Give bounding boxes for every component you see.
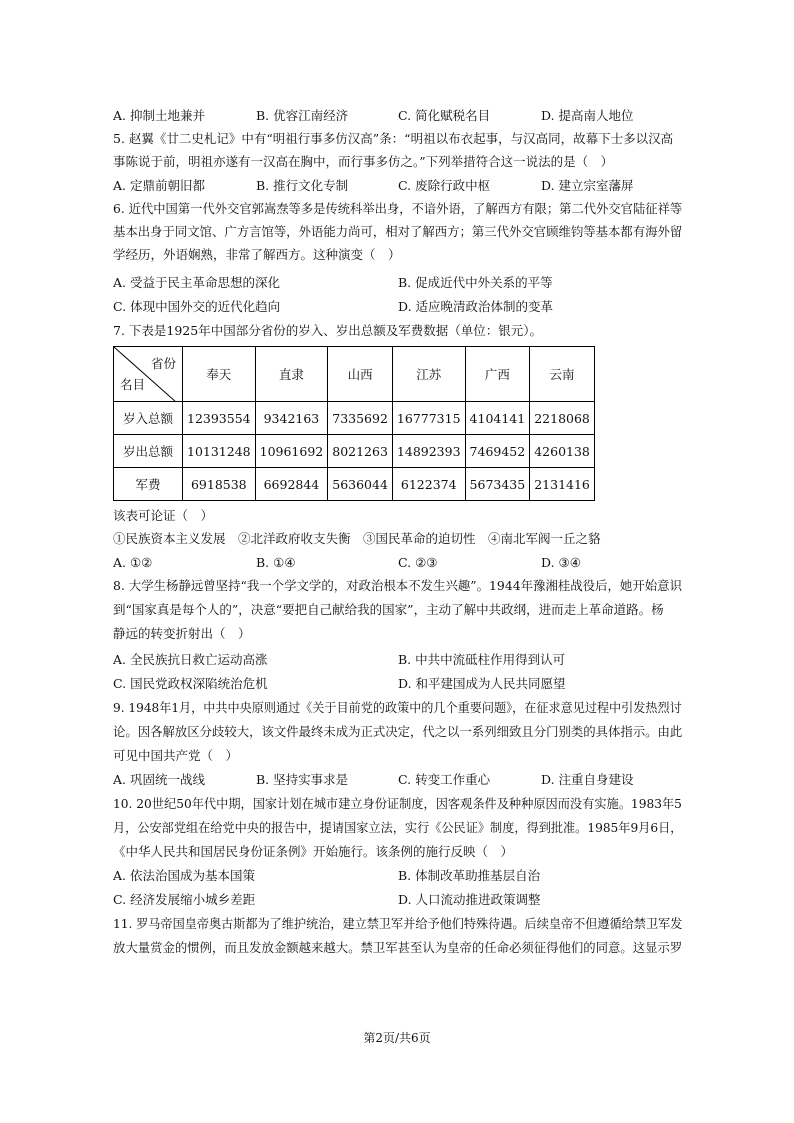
q5-option-b[interactable]: B. 推行文化专制: [256, 178, 349, 193]
q8-stem-line: 8. 大学生杨静远曾坚持“我一个学文学的，对政治根本不发生兴趣”。1944年豫湘桂战役后，她开始意识: [113, 578, 682, 593]
table-cell: 10961692: [255, 435, 328, 468]
q6-stem-line: 基本出身于同文馆、广方言馆等，外语能力尚可，相对了解西方；第三代外交官顾维钧等基本都有海外留: [113, 224, 683, 239]
q4-option-b[interactable]: B. 优容江南经济: [256, 108, 349, 123]
table-cell: 14892393: [392, 435, 465, 468]
q8-option-d[interactable]: D. 和平建国成为人民共同愿望: [398, 676, 566, 691]
q10-option-b[interactable]: B. 体制改革助推基层自治: [398, 868, 541, 883]
row-label: 岁入总额: [114, 402, 183, 435]
q4-option-c[interactable]: C. 简化赋税名目: [398, 108, 491, 123]
q11-stem-line: 11. 罗马帝国皇帝奥古斯都为了维护统治，建立禁卫军并给予他们特殊待遇。后续皇帝不但遵循给禁卫军发: [113, 916, 683, 931]
q11-stem-line: 放大量赏金的惯例，而且发放金额越来越大。禁卫军甚至认为皇帝的任命必须征得他们的同意。这显示罗: [113, 940, 683, 955]
table-corner-cell: [114, 347, 183, 402]
table-row: [114, 468, 595, 501]
table-cell: 9342163: [255, 402, 328, 435]
row-label: 岁出总额: [114, 435, 183, 468]
q10-option-a[interactable]: A. 依法治国成为基本国策: [113, 868, 255, 883]
q4-option-a[interactable]: A. 抑制土地兼并: [113, 108, 205, 123]
q9-option-a[interactable]: A. 巩固统一战线: [113, 772, 205, 787]
q10-stem-line: 月，公安部党组在给党中央的报告中，提请国家立法，实行《公民证》制度，得到批准。1985年9月6日，: [113, 820, 683, 835]
table-cell: 8021263: [328, 435, 393, 468]
q8-option-b[interactable]: B. 中共中流砥柱作用得到认可: [398, 652, 566, 667]
table-cell: 7335692: [328, 402, 393, 435]
table-cell: 2218068: [530, 402, 595, 435]
header-province: 云南: [530, 347, 595, 402]
table-cell: 16777315: [392, 402, 465, 435]
q8-stem-line: 静远的转变折射出（ ）: [113, 626, 251, 641]
header-province: 山西: [328, 347, 393, 402]
q6-option-a[interactable]: A. 受益于民主革命思想的深化: [113, 275, 280, 290]
q5-stem-line: 事陈说于前，明祖亦遂有一汉高在胸中，而行事多仿之。”下列举措符合这一说法的是（ ）: [113, 154, 614, 169]
q6-stem-line: 6. 近代中国第一代外交官郭嵩焘等多是传统科举出身，不谙外语，了解西方有限；第二代外交官陆征祥等: [113, 201, 683, 216]
q7-after-table: 该表可论证（ ）: [113, 508, 214, 523]
q5-option-d[interactable]: D. 建立宗室藩屏: [541, 178, 634, 193]
fiscal-data-table: [113, 346, 595, 501]
page-number-footer: 第2页/共6页: [363, 1031, 431, 1045]
table-cell: 4104141: [465, 402, 530, 435]
q7-statements: ①民族资本主义发展 ②北洋政府收支失衡 ③国民革命的迫切性 ④南北军阀一丘之貉: [113, 531, 601, 546]
table-cell: 7469452: [465, 435, 530, 468]
table-cell: 2131416: [530, 468, 595, 501]
q10-stem-line: 《中华人民共和国居民身份证条例》开始施行。该条例的施行反映（ ）: [113, 844, 514, 859]
table-cell: 5636044: [328, 468, 393, 501]
header-province: 直隶: [255, 347, 328, 402]
table-row: [114, 402, 595, 435]
q10-option-d[interactable]: D. 人口流动推进政策调整: [398, 892, 541, 907]
table-header-row: [114, 347, 595, 402]
table-cell: 10131248: [183, 435, 256, 468]
row-label: 军费: [114, 468, 183, 501]
q10-stem-line: 10. 20世纪50年代中期，国家计划在城市建立身份证制度，因客观条件及种种原因而没有实施。1983年5: [113, 796, 682, 811]
q7-option-b[interactable]: B. ①④: [256, 555, 296, 570]
q6-stem-line: 学经历，外语娴熟，非常了解西方。这种演变（ ）: [113, 247, 401, 262]
q6-option-b[interactable]: B. 促成近代中外关系的平等: [398, 275, 553, 290]
table-cell: 6918538: [183, 468, 256, 501]
corner-label-province: 省份: [150, 356, 176, 371]
q8-option-a[interactable]: A. 全民族抗日救亡运动高涨: [113, 652, 268, 667]
table-row: [114, 435, 595, 468]
table-cell: 12393554: [183, 402, 256, 435]
q7-option-d[interactable]: D. ③④: [541, 555, 581, 570]
q10-option-c[interactable]: C. 经济发展缩小城乡差距: [113, 892, 256, 907]
table-cell: 5673435: [465, 468, 530, 501]
q5-option-c[interactable]: C. 废除行政中枢: [398, 178, 491, 193]
q6-option-c[interactable]: C. 体现中国外交的近代化趋向: [113, 299, 281, 314]
q5-stem-line: 5. 赵翼《廿二史札记》中有“明祖行事多仿汉高”条：“明祖以布衣起事，与汉高同，故幕下士多以汉高: [113, 131, 674, 146]
q9-option-b[interactable]: B. 坚持实事求是: [256, 772, 349, 787]
header-province: 广西: [465, 347, 530, 402]
table-cell: 6122374: [392, 468, 465, 501]
q9-stem-line: 可见中国共产党（ ）: [113, 748, 239, 763]
q9-option-c[interactable]: C. 转变工作重心: [398, 772, 491, 787]
q8-option-c[interactable]: C. 国民党政权深陷统治危机: [113, 676, 268, 691]
q5-option-a[interactable]: A. 定鼎前朝旧都: [113, 178, 205, 193]
q6-option-d[interactable]: D. 适应晚清政治体制的变革: [398, 299, 554, 314]
q7-stem: 7. 下表是1925年中国部分省份的岁入、岁出总额及军费数据（单位：银元）。: [113, 323, 542, 338]
q9-option-d[interactable]: D. 注重自身建设: [541, 772, 634, 787]
q9-stem-line: 9. 1948年1月，中共中央原则通过《关于目前党的政策中的几个重要问题》，在征求意见过程中引发热烈讨: [113, 700, 682, 715]
header-province: 奉天: [183, 347, 256, 402]
q7-option-a[interactable]: A. ①②: [113, 555, 153, 570]
table-cell: 4260138: [530, 435, 595, 468]
header-province: 江苏: [392, 347, 465, 402]
q7-option-c[interactable]: C. ②③: [398, 555, 438, 570]
corner-label-item: 名目: [120, 377, 146, 392]
q8-stem-line: 到“国家真是每个人的”，决意“要把自己献给我的国家”，主动了解中共政纲，进而走上革命道路。杨: [113, 602, 664, 617]
q9-stem-line: 论。因各解放区分歧较大，该文件最终未成为正式决定，代之以一系列细致且分门别类的具体指示。由此: [113, 724, 683, 739]
table-cell: 6692844: [255, 468, 328, 501]
q4-option-d[interactable]: D. 提高南人地位: [541, 108, 634, 123]
